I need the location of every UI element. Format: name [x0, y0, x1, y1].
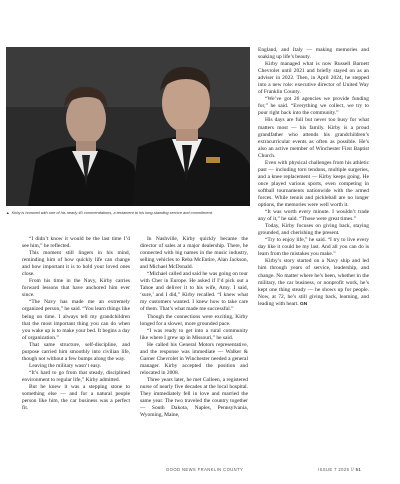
- paragraph-text: Kirby’s story started on a Navy ship and led him through years of service, leadership, and change. No matter where he’s been, whether in the military, the car business, or nonprofit work, he’s kept one thing steady — he shows up for people. Now, at 72, he’s still giving back, learning, and leading with heart.: [258, 258, 369, 307]
- paragraph: “The Navy has made me an extremely organized person,” he said. “You learn things like being on time. I always tell my grandchildren that the most important thing you can do when you wake up is to make your bed. It begins a day of organization.”: [22, 299, 130, 341]
- paragraph: Today, Kirby focuses on giving back, staying grounded, and cherishing the present.: [258, 223, 369, 237]
- paragraph: He called his General Motors representative, and the response was immediate — Walker & Garner Chevrolet in Winchester needed a general manager. Kirby accepted the position and relocated in 2008.: [140, 341, 248, 376]
- paragraph: England, and Italy — making memories and soaking up life’s beauty.: [258, 47, 369, 61]
- paragraph: “It was worth every minute. I wouldn’t trade any of it,” he said. “Those were great times.”: [258, 209, 369, 223]
- paragraph-last: [258, 258, 369, 307]
- paragraph: In Nashville, Kirby quickly became the director of sales at a major dealership. There, he connected with big names in the music industry, selling vehicles to Reba McEntire, Alan Jackson, and Michael McDonald.: [140, 236, 248, 271]
- page-number: 51: [355, 467, 362, 472]
- paragraph: “Michael called and said he was going on tour with Cher in Europe. He asked if I’d pick out a Tahoe and deliver it to his wife, Amy. I said, ‘sure,’ and I did,” Kirby recalled. “I knew what my customers wanted. I knew how to take care of them. That’s what made me successful.”: [140, 271, 248, 313]
- paragraph: From his time in the Navy, Kirby carries forward lessons that have anchored him ever since.: [22, 278, 130, 299]
- end-signature: GN: [299, 301, 308, 307]
- paragraph: “We’ve got 26 agencies we provide funding for,” he said. “Everything we collect, we try to pour right back into the community.”: [258, 96, 369, 117]
- caption-text: Kirby is honored with one of his nearly 40 commendations, a testament to his long-standing service and commitment.: [11, 210, 213, 215]
- footer-publication: GOOD NEWS FRANKLIN COUNTY: [166, 467, 244, 472]
- footer-issue: [318, 467, 361, 472]
- triangle-up-icon: ▲: [6, 211, 10, 215]
- paragraph: Even with physical challenges from his athletic past — including torn tendons, multiple surgeries, and a knee replacement — Kirby keeps going. He once played various sports, even competing in softball tournaments nationwide with the armed forces. While tennis and pickleball are no longer options, the memories were well worth it.: [258, 159, 369, 209]
- paragraph: “I didn’t know it would be the last time I’d see him,” he reflected.: [22, 236, 130, 250]
- paragraph: This moment still lingers in his mind, reminding him of how quickly life can change and how important it is to hold your loved ones close.: [22, 250, 130, 278]
- article-column-1: [22, 236, 130, 412]
- article-column-3: [258, 47, 369, 308]
- photo-kirby-naval-officers: [6, 47, 250, 206]
- issue-label: ISSUE 7 2025 //: [318, 467, 355, 472]
- article-column-2: [140, 236, 248, 419]
- paragraph: Kirby managed what is now Russell Barnett Chevrolet until 2021 and briefly stayed on as an adviser in 2022. Then, in April 2024, he stepped into a new role: executive director of United Way of Franklin County.: [258, 61, 369, 96]
- paragraph: “It’s hard to go from that steady, disciplined environment to regular life,” Kirby admitted.: [22, 369, 130, 383]
- paragraph: “Try to enjoy life,” he said. “I try to live every day like it could be my last. And all you can do is learn from the mistakes you make.”: [258, 237, 369, 258]
- photo-caption: [6, 210, 250, 216]
- paragraph: That same structure, self-discipline, and purpose carried him smoothly into civilian life, though not without a few bumps along the way.: [22, 341, 130, 362]
- paragraph: Three years later, he met Colleen, a registered nurse of nearly five decades at the local hospital. They immediately fell in love and married the same year. The two traveled the country together — South Dakota, Naples, Pennsylvania, Wyoming, Maine,: [140, 376, 248, 419]
- paragraph: But he knew it was a stepping stone to something else — and for a natural people person like him, the car business was a perfect fit.: [22, 383, 130, 412]
- paragraph: “I was ready to get into a rural community like where I grew up in Missouri,” he said.: [140, 327, 248, 341]
- photo-illustration: [6, 47, 250, 206]
- paragraph: Though the connections were exciting, Kirby longed for a slower, more grounded pace.: [140, 313, 248, 327]
- paragraph: His days are full but never too busy for what matters most — his family. Kirby is a proud grandfather who attends his grandchildren’s extracurricular events as often as possible. He’s also an active member of Winchester First Baptist Church.: [258, 117, 369, 159]
- paragraph: Leaving the military wasn’t easy.: [29, 362, 102, 369]
